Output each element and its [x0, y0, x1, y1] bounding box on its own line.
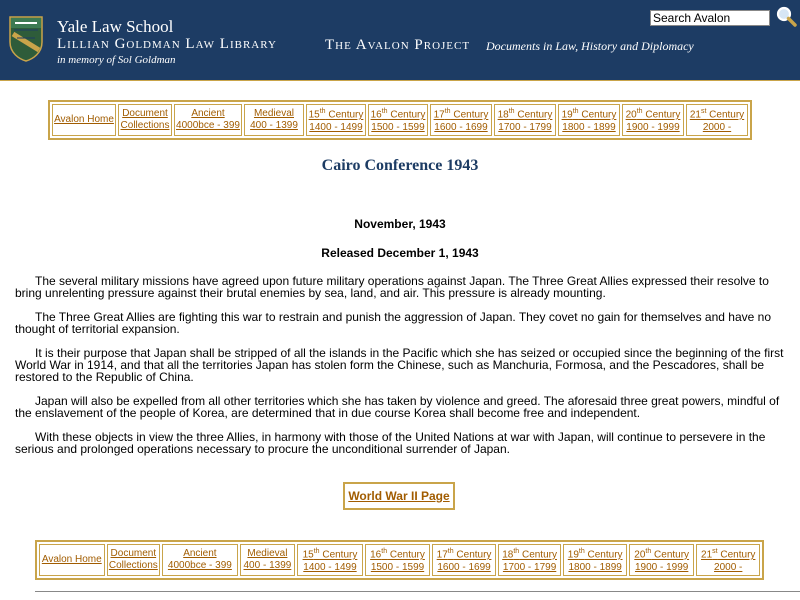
nav-label-range: 1900 - 1999 — [634, 561, 689, 573]
site-header — [0, 0, 800, 81]
bottom-nav-item-6[interactable] — [432, 544, 496, 576]
bottom-nav-item-2[interactable] — [162, 544, 237, 576]
bottom-nav-item-9[interactable] — [629, 544, 695, 576]
nav-label-range: 400 - 1399 — [243, 560, 292, 571]
nav-label-top: 18 — [497, 109, 509, 121]
nav-label-range: 1800 - 1899 — [568, 561, 622, 573]
yale-shield-icon[interactable] — [9, 16, 43, 62]
nav-label-top: 15 — [302, 549, 314, 561]
nav-label-sup: th — [513, 548, 520, 556]
nav-label-top: 16 — [370, 549, 382, 561]
nav-label-sup: th — [447, 548, 454, 556]
nav-label-suffix: Century — [651, 549, 690, 561]
top-nav-item-3[interactable] — [244, 104, 304, 136]
top-nav-item-6[interactable] — [430, 104, 492, 136]
nav-label-suffix: Century — [453, 549, 492, 561]
nav-label-top: 17 — [433, 109, 445, 121]
top-nav-item-2[interactable] — [174, 104, 242, 136]
nav-label-top: Document — [110, 548, 157, 559]
nav-label-range: 1700 - 1799 — [498, 121, 552, 133]
nav-label-suffix: Century — [706, 109, 745, 121]
top-nav-item-0[interactable] — [52, 104, 116, 136]
nav-label-top: 20 — [625, 109, 637, 121]
paragraph-2: The Three Great Allies are fighting this war to restrain and punish the aggression of Japan. They covet no gain for themselves and have no thought of territorial expansion. — [15, 310, 771, 336]
nav-label-suffix: Century — [319, 549, 358, 561]
nav-label-top: 20 — [634, 549, 646, 561]
nav-label-range: 1500 - 1599 — [370, 561, 425, 573]
nav-label-top: 21 — [689, 109, 701, 121]
nav-label-top: Medieval — [253, 108, 294, 119]
nav-label-sup: th — [636, 108, 643, 116]
nav-label-top: 21 — [701, 549, 713, 561]
nav-label-sup: th — [381, 548, 388, 556]
nav-label-range: 400 - 1399 — [250, 120, 298, 131]
top-nav-item-7[interactable] — [494, 104, 556, 136]
paragraph-1: The several military missions have agreed upon future military operations against Japan. The Three Great Allies expressed their resolve to bring unrelenting pressure against their brutal enemies by sea, land, and air. This pressure is already mounting. — [15, 274, 769, 300]
top-nav-item-4[interactable] — [306, 104, 366, 136]
nav-label-range: 1500 - 1599 — [371, 121, 425, 133]
nav-label-sup: th — [645, 548, 652, 556]
nav-label-suffix: Century — [642, 109, 681, 121]
bottom-nav-item-1[interactable] — [107, 544, 161, 576]
bottom-nav-item-8[interactable] — [563, 544, 627, 576]
divider — [35, 591, 800, 592]
nav-label-sup: st — [712, 548, 718, 556]
memorial-text: in memory of Sol Goldman — [57, 54, 176, 66]
release-date: Released December 1, 1943 — [321, 246, 479, 260]
nav-label-range: 1700 - 1799 — [502, 561, 557, 573]
top-nav-item-9[interactable] — [622, 104, 684, 136]
nav-label-range: 1400 - 1499 — [303, 561, 357, 573]
bottom-navigation — [35, 540, 764, 580]
nav-label-range: Collections — [120, 120, 170, 131]
nav-label-sup: th — [578, 548, 585, 556]
nav-label-range: 1600 - 1699 — [434, 121, 488, 133]
nav-label-range: 1400 - 1499 — [309, 121, 363, 133]
nav-label-sup: th — [572, 108, 579, 116]
nav-label-suffix: Century — [387, 549, 425, 561]
nav-label-top: 16 — [370, 109, 382, 121]
paragraph-4: Japan will also be expelled from all other territories which she has taken by violence and greed. The aforesaid three great powers, mindful of the enslavement of the people of Korea, are determined that in due course Korea shall become free and independent. — [15, 394, 780, 420]
bottom-nav-item-3[interactable] — [240, 544, 296, 576]
nav-label-suffix: Century — [514, 109, 553, 121]
nav-label-suffix: Century — [578, 109, 617, 121]
nav-label-sup: th — [381, 108, 388, 116]
nav-label-sup: th — [319, 108, 326, 116]
nav-label-sup: th — [313, 548, 320, 556]
nav-label-range: Collections — [108, 560, 158, 571]
ww2-link-box — [343, 482, 455, 510]
search-icon[interactable] — [775, 5, 797, 27]
nav-label-range: 1900 - 1999 — [626, 121, 680, 133]
bottom-nav-item-0[interactable] — [39, 544, 105, 576]
page-title: Cairo Conference 1943 — [321, 157, 479, 174]
project-subtitle: Documents in Law, History and Diplomacy — [486, 39, 694, 53]
search-input[interactable] — [650, 10, 770, 26]
bottom-nav-item-7[interactable] — [498, 544, 562, 576]
top-nav-item-8[interactable] — [558, 104, 620, 136]
school-name[interactable]: Yale Law School — [57, 17, 174, 36]
library-name[interactable]: Lillian Goldman Law Library — [57, 36, 277, 52]
nav-label-top: Avalon Home — [54, 114, 114, 125]
nav-label-range: 1800 - 1899 — [562, 121, 616, 133]
nav-label-top: 15 — [308, 109, 320, 121]
ww2-page-link[interactable]: World War II Page — [348, 489, 450, 503]
top-nav-item-1[interactable] — [118, 104, 172, 136]
nav-label-suffix: Century — [519, 549, 557, 561]
nav-label-top: Ancient — [183, 548, 217, 559]
paragraph-5: With these objects in view the three Allies, in harmony with those of the United Nations at war with Japan, will continue to persevere in the serious and prolonged operations necessary to procure the unconditional surrender of Japan. — [15, 430, 766, 456]
nav-label-sup: st — [700, 108, 707, 116]
nav-label-suffix: Century — [450, 109, 489, 121]
bottom-nav-item-10[interactable] — [696, 544, 760, 576]
nav-label-top: Avalon Home — [41, 554, 102, 565]
nav-label-suffix: Century — [387, 109, 426, 121]
nav-label-top: 19 — [561, 109, 573, 121]
paragraph-3: It is their purpose that Japan shall be stripped of all the islands in the Pacific which she has seized or occupied since the beginning of the first World War in 1914, and that all the territories Japan has stolen form the Chinese, such as Manchuria, Formosa, and the Pescadores, shall be restored to the Republic of China. — [15, 346, 784, 384]
nav-label-top: Medieval — [247, 548, 288, 559]
document-date: November, 1943 — [354, 217, 446, 231]
nav-label-top: 17 — [436, 549, 448, 561]
nav-label-suffix: Century — [325, 109, 364, 121]
bottom-nav-item-4[interactable] — [297, 544, 363, 576]
nav-label-top: Ancient — [191, 108, 225, 119]
top-nav-item-5[interactable] — [368, 104, 428, 136]
nav-label-suffix: Century — [584, 549, 623, 561]
nav-label-range: 4000bce - 399 — [167, 560, 232, 571]
nav-label-range: 4000bce - 399 — [176, 120, 240, 131]
nav-label-top: 19 — [567, 549, 579, 561]
top-nav-item-10[interactable] — [686, 104, 748, 136]
bottom-nav-item-5[interactable] — [365, 544, 431, 576]
nav-label-sup: th — [508, 108, 515, 116]
nav-label-range: 2000 - — [714, 561, 743, 573]
nav-label-suffix: Century — [717, 549, 756, 561]
nav-label-top: 18 — [502, 549, 514, 561]
top-navigation — [48, 100, 752, 140]
nav-label-top: Document — [122, 108, 168, 119]
nav-label-sup: th — [444, 108, 451, 116]
project-title[interactable]: The Avalon Project — [325, 37, 471, 53]
nav-label-range: 2000 - — [702, 121, 732, 133]
nav-label-range: 1600 - 1699 — [437, 561, 491, 573]
